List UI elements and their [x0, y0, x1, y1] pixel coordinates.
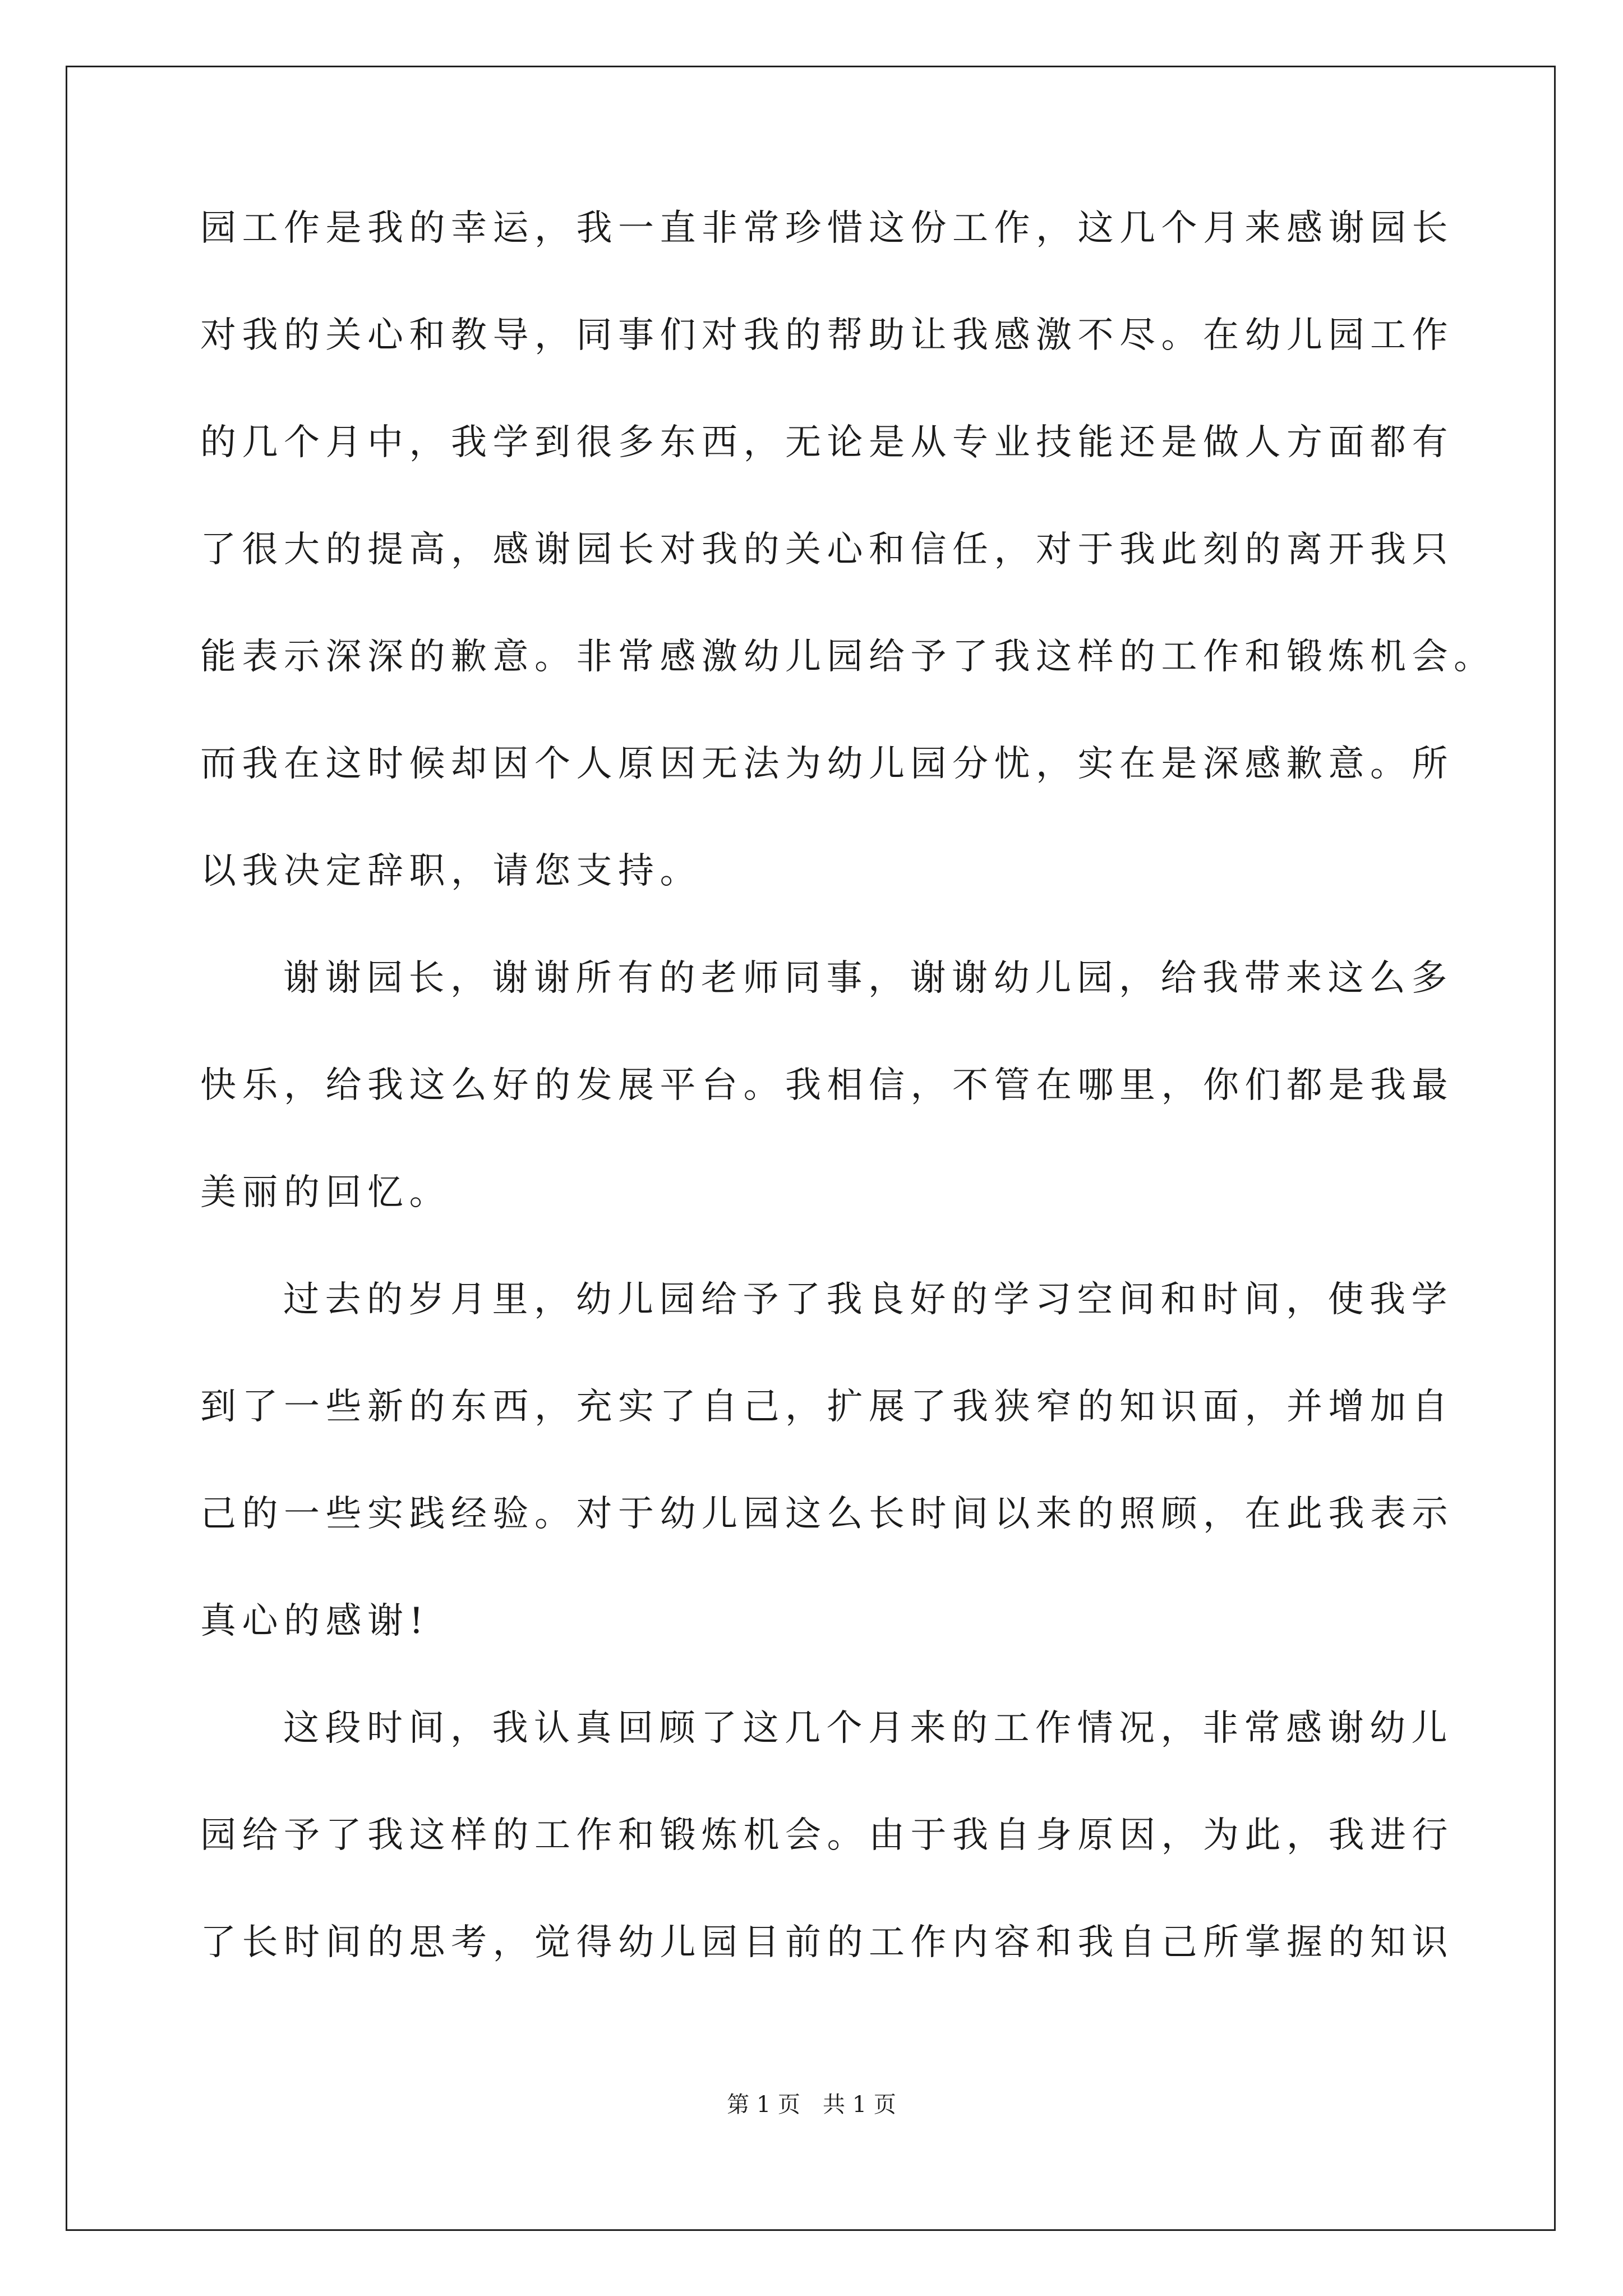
document-body: [200, 208, 1496, 2032]
text-line: 己的一些实践经验。对于幼儿园这么长时间以来的照顾，在此我表示: [200, 1493, 1454, 1535]
text-line: 快乐，给我这么好的发展平台。我相信，不管在哪里，你们都是我最: [200, 1065, 1454, 1106]
text-line: 谢谢园长，谢谢所有的老师同事，谢谢幼儿园，给我带来这么多: [283, 958, 1453, 999]
text-line: 的几个月中，我学到很多东西，无论是从专业技能还是做人方面都有: [200, 422, 1454, 463]
text-line: 美丽的回忆。: [200, 1172, 451, 1213]
text-line: 到了一些新的东西，充实了自己，扩展了我狭窄的知识面，并增加自: [200, 1386, 1454, 1428]
text-line: 真心的感谢!: [200, 1600, 430, 1642]
text-line: 能表示深深的歉意。非常感激幼儿园给予了我这样的工作和锻炼机会。: [200, 636, 1496, 678]
text-line: 了很大的提高，感谢园长对我的关心和信任，对于我此刻的离开我只: [200, 529, 1454, 570]
text-line: 园给予了我这样的工作和锻炼机会。由于我自身原因，为此，我进行: [200, 1815, 1454, 1856]
text-line: 园工作是我的幸运，我一直非常珍惜这份工作，这几个月来感谢园长: [200, 208, 1454, 249]
page-footer: 第 1 页 共 1 页: [727, 2092, 896, 2118]
text-line: 过去的岁月里，幼儿园给予了我良好的学习空间和时间，使我学: [283, 1279, 1453, 1320]
text-line: 这段时间，我认真回顾了这几个月来的工作情况，非常感谢幼儿: [283, 1708, 1453, 1749]
text-line: 以我决定辞职，请您支持。: [200, 850, 702, 892]
text-line: 而我在这时候却因个人原因无法为幼儿园分忧，实在是深感歉意。所: [200, 743, 1454, 785]
text-line: 对我的关心和教导，同事们对我的帮助让我感激不尽。在幼儿园工作: [200, 315, 1454, 356]
text-line: 了长时间的思考，觉得幼儿园目前的工作内容和我自己所掌握的知识: [200, 1922, 1454, 1963]
